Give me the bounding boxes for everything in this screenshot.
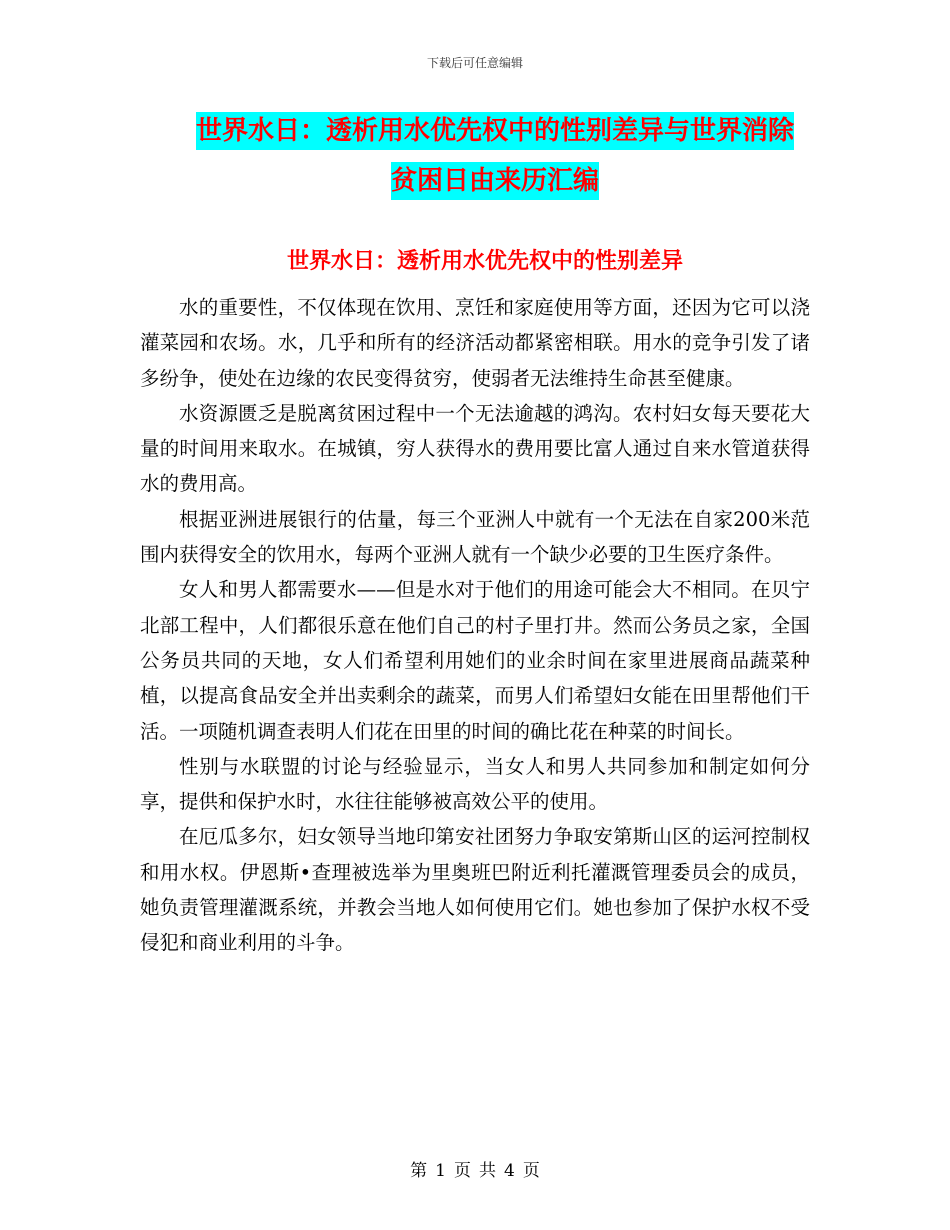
paragraph: 女人和男人都需要水——但是水对于他们的用途可能会大不相同。在贝宁北部工程中，人们都很乐意在他们自己的村子里打井。然而公务员之家，全国公务员共同的天地，女人们希望利用她们的业余时间在家里进展商品蔬菜种植，以提高食品安全并出卖剩余的蔬菜，而男人们希望妇女能在田里帮他们干活。一项随机调查表明人们花在田里的时间的确比花在种菜的时间长。 bbox=[140, 578, 810, 743]
footer-label-unit-2: 页 bbox=[522, 1161, 540, 1181]
document-body bbox=[140, 290, 810, 961]
document-title-line-2: 贫困日由来历汇编 bbox=[391, 162, 599, 200]
page-footer bbox=[0, 1156, 950, 1181]
footer-current-page: 1 bbox=[435, 1161, 446, 1181]
paragraph: 根据亚洲进展银行的估量，每三个亚洲人中就有一个无法在自家200米范围内获得安全的饮用水，每两个亚洲人就有一个缺少必要的卫生医疗条件。 bbox=[140, 507, 810, 567]
document-title bbox=[140, 106, 850, 206]
paragraph: 水的重要性，不仅体现在饮用、烹饪和家庭使用等方面，还因为它可以浇灌菜园和农场。水，几乎和所有的经济活动都紧密相联。用水的竞争引发了诸多纷争，使处在边缘的农民变得贫穷，使弱者无法维持生命甚至健康。 bbox=[140, 296, 810, 390]
footer-total-pages: 4 bbox=[504, 1161, 515, 1181]
page-header-note: 下载后可任意编辑 bbox=[426, 56, 523, 70]
document-title-line-1: 世界水日：透析用水优先权中的性别差异与世界消除 bbox=[196, 112, 794, 150]
footer-label-unit: 页 bbox=[454, 1161, 471, 1181]
paragraph: 性别与水联盟的讨论与经验显示，当女人和男人共同参加和制定如何分享，提供和保护水时，水往往能够被高效公平的使用。 bbox=[140, 754, 810, 814]
section-title: 世界水日：透析用水优先权中的性别差异 bbox=[286, 249, 683, 274]
footer-label-total: 共 bbox=[479, 1161, 496, 1181]
paragraph: 在厄瓜多尔，妇女领导当地印第安社团努力争取安第斯山区的运河控制权和用水权。伊恩斯•查理被选举为里奥班巴附近利托灌溉管理委员会的成员，她负责管理灌溉系统，并教会当地人如何使用它们。她也参加了保护水权不受侵犯和商业利用的斗争。 bbox=[140, 825, 810, 955]
paragraph: 水资源匮乏是脱离贫困过程中一个无法逾越的鸿沟。农村妇女每天要花大量的时间用来取水。在城镇，穷人获得水的费用要比富人通过自来水管道获得水的费用高。 bbox=[140, 401, 810, 496]
footer-label-page: 第 bbox=[410, 1161, 428, 1181]
